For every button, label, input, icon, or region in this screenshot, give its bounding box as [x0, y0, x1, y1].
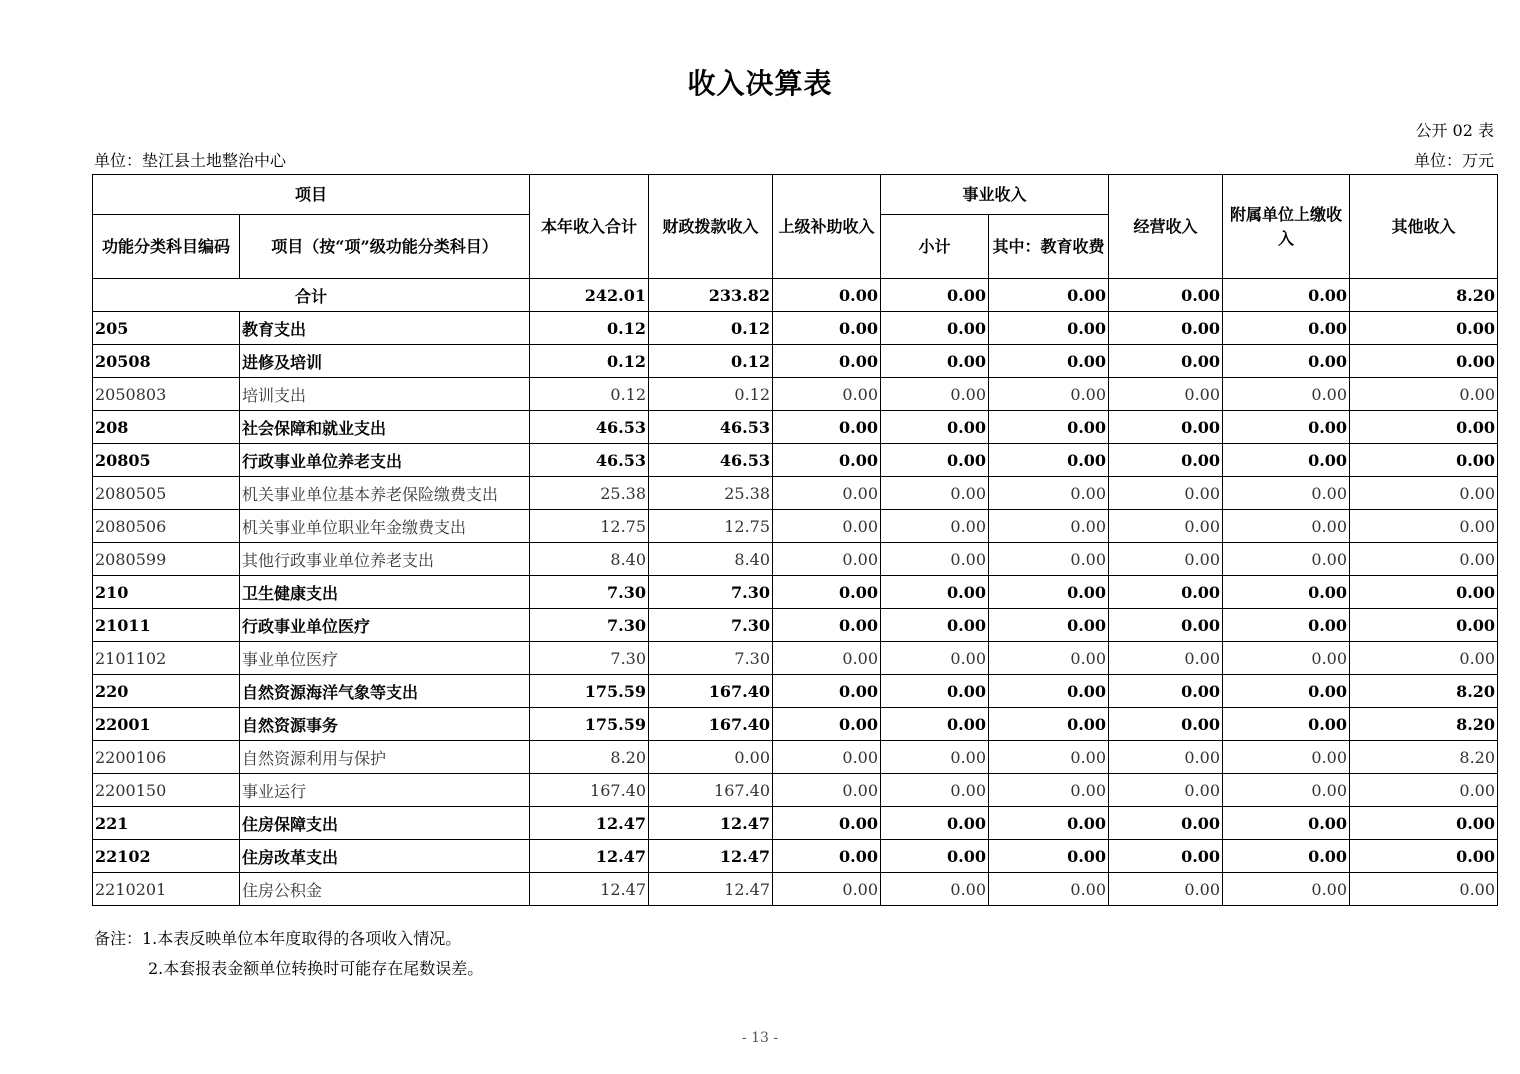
row-value: 0.00: [773, 741, 881, 774]
total-cell: 0.00: [1109, 279, 1223, 312]
row-code: 2200150: [93, 774, 240, 807]
row-value: 0.00: [1350, 840, 1498, 873]
table-row: [93, 873, 1498, 906]
row-value: 0.12: [530, 312, 649, 345]
row-value: 0.00: [989, 873, 1109, 906]
header-fiscal: 财政拨款收入: [649, 175, 773, 279]
total-cell: 0.00: [989, 279, 1109, 312]
row-value: 0.00: [773, 411, 881, 444]
row-name: 自然资源海洋气象等支出: [240, 675, 530, 708]
currency-unit: 单位：万元: [1413, 151, 1494, 170]
row-value: 12.47: [649, 873, 773, 906]
table-row: [93, 345, 1498, 378]
row-value: 12.47: [530, 873, 649, 906]
row-value: 0.00: [773, 807, 881, 840]
row-value: 167.40: [649, 774, 773, 807]
row-value: 0.00: [1223, 675, 1350, 708]
row-value: 0.00: [1350, 378, 1498, 411]
row-code: 22102: [93, 840, 240, 873]
note-1: 备注：1.本表反映单位本年度取得的各项收入情况。: [94, 929, 462, 948]
row-value: 0.00: [649, 741, 773, 774]
row-value: 0.00: [773, 708, 881, 741]
row-value: 0.00: [1223, 840, 1350, 873]
row-value: 0.00: [1223, 411, 1350, 444]
row-value: 0.00: [1223, 576, 1350, 609]
row-value: 0.00: [1223, 543, 1350, 576]
row-code: 2200106: [93, 741, 240, 774]
row-value: 12.75: [649, 510, 773, 543]
row-value: 7.30: [649, 609, 773, 642]
row-value: 0.00: [1223, 510, 1350, 543]
row-value: 0.00: [773, 510, 881, 543]
table-row: [93, 543, 1498, 576]
row-name: 机关事业单位基本养老保险缴费支出: [240, 477, 530, 510]
page-number: - 13 -: [741, 1030, 779, 1046]
row-value: 46.53: [649, 444, 773, 477]
row-value: 0.00: [773, 873, 881, 906]
row-value: 0.00: [773, 378, 881, 411]
row-value: 0.12: [649, 378, 773, 411]
row-value: 0.00: [1350, 807, 1498, 840]
row-value: 0.00: [773, 444, 881, 477]
table-row: [93, 609, 1498, 642]
row-name: 卫生健康支出: [240, 576, 530, 609]
row-value: 0.00: [989, 312, 1109, 345]
row-value: 0.00: [989, 510, 1109, 543]
row-name: 自然资源利用与保护: [240, 741, 530, 774]
row-value: 46.53: [530, 411, 649, 444]
row-code: 205: [93, 312, 240, 345]
row-value: 46.53: [649, 411, 773, 444]
total-label: 合计: [93, 279, 530, 312]
row-code: 2080505: [93, 477, 240, 510]
row-value: 0.00: [881, 345, 989, 378]
row-code: 2050803: [93, 378, 240, 411]
row-value: 7.30: [649, 576, 773, 609]
row-value: 167.40: [649, 675, 773, 708]
reporting-unit: 单位：垫江县土地整治中心: [94, 151, 287, 170]
row-value: 0.12: [530, 345, 649, 378]
row-value: 0.00: [773, 312, 881, 345]
row-value: 0.00: [1223, 807, 1350, 840]
row-value: 8.40: [530, 543, 649, 576]
table-row: [93, 642, 1498, 675]
row-value: 0.12: [649, 345, 773, 378]
row-value: 0.00: [1109, 741, 1223, 774]
row-value: 0.00: [881, 774, 989, 807]
note-2: 2.本套报表金额单位转换时可能存在尾数误差。: [148, 959, 484, 978]
table-row: [93, 312, 1498, 345]
row-name: 其他行政事业单位养老支出: [240, 543, 530, 576]
row-value: 0.00: [1223, 378, 1350, 411]
row-value: 25.38: [649, 477, 773, 510]
row-value: 0.00: [1109, 411, 1223, 444]
total-cell: 233.82: [649, 279, 773, 312]
page-title: 收入决算表: [687, 67, 833, 100]
row-value: 0.00: [1109, 774, 1223, 807]
row-code: 2210201: [93, 873, 240, 906]
row-value: 12.47: [530, 840, 649, 873]
row-name: 事业单位医疗: [240, 642, 530, 675]
row-value: 0.00: [1350, 510, 1498, 543]
row-name: 机关事业单位职业年金缴费支出: [240, 510, 530, 543]
row-value: 0.00: [773, 345, 881, 378]
row-value: 0.00: [989, 576, 1109, 609]
row-name: 行政事业单位医疗: [240, 609, 530, 642]
row-value: 0.00: [881, 510, 989, 543]
row-code: 22001: [93, 708, 240, 741]
row-value: 8.20: [530, 741, 649, 774]
notes: [94, 924, 483, 984]
header-name: 项目（按“项”级功能分类科目）: [240, 215, 530, 279]
row-value: 0.00: [1223, 609, 1350, 642]
row-value: 0.00: [1109, 576, 1223, 609]
row-value: 167.40: [530, 774, 649, 807]
header-other: 其他收入: [1350, 175, 1498, 279]
row-value: 0.00: [773, 675, 881, 708]
row-value: 0.00: [1223, 873, 1350, 906]
header-code: 功能分类科目编码: [93, 215, 240, 279]
row-value: 0.00: [1109, 840, 1223, 873]
row-value: 0.00: [773, 576, 881, 609]
row-value: 0.00: [1350, 774, 1498, 807]
row-value: 0.00: [1109, 609, 1223, 642]
row-value: 0.00: [881, 609, 989, 642]
row-name: 自然资源事务: [240, 708, 530, 741]
row-value: 0.00: [881, 477, 989, 510]
table-row: [93, 510, 1498, 543]
row-value: 167.40: [649, 708, 773, 741]
table-row: [93, 411, 1498, 444]
row-value: 0.00: [1223, 774, 1350, 807]
row-value: 0.00: [989, 807, 1109, 840]
table-row: [93, 444, 1498, 477]
total-cell: 242.01: [530, 279, 649, 312]
row-value: 0.00: [773, 543, 881, 576]
row-value: 0.12: [530, 378, 649, 411]
row-value: 8.20: [1350, 675, 1498, 708]
row-value: 0.00: [1350, 312, 1498, 345]
row-name: 住房改革支出: [240, 840, 530, 873]
header-education: 其中：教育收费: [989, 215, 1109, 279]
header-career: 事业收入: [881, 175, 1109, 215]
row-value: 0.00: [1109, 873, 1223, 906]
total-row: [93, 279, 1498, 312]
row-value: 0.00: [881, 411, 989, 444]
row-value: 0.00: [881, 444, 989, 477]
row-value: 0.00: [773, 477, 881, 510]
total-cell: 8.20: [1350, 279, 1498, 312]
row-value: 0.00: [989, 411, 1109, 444]
row-value: 0.00: [1109, 378, 1223, 411]
row-value: 0.00: [1223, 708, 1350, 741]
row-value: 8.20: [1350, 708, 1498, 741]
total-cell: 0.00: [773, 279, 881, 312]
row-value: 0.00: [881, 576, 989, 609]
table-row: [93, 708, 1498, 741]
row-value: 0.00: [1350, 444, 1498, 477]
row-value: 0.00: [989, 477, 1109, 510]
header-superior: 上级补助收入: [773, 175, 881, 279]
row-value: 0.00: [1109, 477, 1223, 510]
row-value: 0.00: [881, 741, 989, 774]
row-value: 46.53: [530, 444, 649, 477]
row-value: 0.00: [881, 543, 989, 576]
row-value: 7.30: [649, 642, 773, 675]
row-value: 175.59: [530, 675, 649, 708]
row-value: 0.00: [881, 873, 989, 906]
income-table: [92, 174, 1498, 906]
header-operating: 经营收入: [1109, 175, 1223, 279]
row-value: 0.00: [773, 774, 881, 807]
row-value: 0.00: [989, 840, 1109, 873]
row-value: 0.00: [1223, 477, 1350, 510]
row-value: 0.00: [881, 807, 989, 840]
header-total: 本年收入合计: [530, 175, 649, 279]
row-value: 0.00: [773, 642, 881, 675]
row-value: 0.00: [1109, 543, 1223, 576]
row-code: 221: [93, 807, 240, 840]
table-row: [93, 840, 1498, 873]
row-value: 12.47: [649, 840, 773, 873]
header-affiliated: 附属单位上缴收入: [1223, 175, 1350, 279]
row-value: 0.00: [881, 675, 989, 708]
row-value: 0.00: [989, 774, 1109, 807]
row-value: 0.00: [1350, 642, 1498, 675]
row-value: 0.00: [989, 378, 1109, 411]
row-value: 0.00: [881, 840, 989, 873]
row-value: 0.00: [1223, 312, 1350, 345]
row-value: 0.00: [1350, 543, 1498, 576]
row-value: 12.47: [649, 807, 773, 840]
row-value: 0.00: [1109, 708, 1223, 741]
row-value: 175.59: [530, 708, 649, 741]
table-row: [93, 741, 1498, 774]
row-code: 2080506: [93, 510, 240, 543]
row-value: 0.00: [1223, 741, 1350, 774]
row-name: 教育支出: [240, 312, 530, 345]
row-name: 培训支出: [240, 378, 530, 411]
row-value: 0.00: [1109, 345, 1223, 378]
row-value: 0.00: [1350, 411, 1498, 444]
row-name: 行政事业单位养老支出: [240, 444, 530, 477]
row-value: 25.38: [530, 477, 649, 510]
row-value: 0.00: [1109, 312, 1223, 345]
row-value: 0.00: [881, 642, 989, 675]
row-value: 0.00: [989, 642, 1109, 675]
table-row: [93, 378, 1498, 411]
row-value: 0.00: [1109, 675, 1223, 708]
row-code: 210: [93, 576, 240, 609]
table-row: [93, 675, 1498, 708]
total-cell: 0.00: [881, 279, 989, 312]
row-value: 0.00: [1350, 873, 1498, 906]
row-name: 社会保障和就业支出: [240, 411, 530, 444]
row-value: 0.00: [989, 675, 1109, 708]
row-value: 12.75: [530, 510, 649, 543]
row-value: 0.00: [1109, 642, 1223, 675]
row-value: 0.00: [989, 741, 1109, 774]
row-name: 住房公积金: [240, 873, 530, 906]
row-code: 220: [93, 675, 240, 708]
row-code: 20805: [93, 444, 240, 477]
row-code: 20508: [93, 345, 240, 378]
row-code: 21011: [93, 609, 240, 642]
row-value: 0.00: [1109, 444, 1223, 477]
row-value: 0.12: [649, 312, 773, 345]
row-code: 208: [93, 411, 240, 444]
row-value: 0.00: [1223, 345, 1350, 378]
row-value: 0.00: [773, 609, 881, 642]
row-name: 住房保障支出: [240, 807, 530, 840]
row-value: 0.00: [881, 378, 989, 411]
row-value: 0.00: [1109, 510, 1223, 543]
row-value: 0.00: [773, 840, 881, 873]
form-number: 公开 02 表: [1415, 121, 1494, 140]
row-value: 0.00: [1109, 807, 1223, 840]
row-value: 0.00: [1223, 642, 1350, 675]
row-value: 0.00: [881, 708, 989, 741]
row-value: 12.47: [530, 807, 649, 840]
row-value: 0.00: [989, 609, 1109, 642]
row-name: 事业运行: [240, 774, 530, 807]
row-value: 7.30: [530, 576, 649, 609]
row-value: 7.30: [530, 642, 649, 675]
row-value: 0.00: [989, 543, 1109, 576]
table-row: [93, 477, 1498, 510]
table-row: [93, 576, 1498, 609]
row-value: 0.00: [1350, 477, 1498, 510]
header-subtotal: 小计: [881, 215, 989, 279]
header-project: 项目: [93, 175, 530, 215]
row-value: 0.00: [1350, 345, 1498, 378]
total-cell: 0.00: [1223, 279, 1350, 312]
row-value: 0.00: [989, 444, 1109, 477]
row-value: 0.00: [989, 345, 1109, 378]
row-value: 8.40: [649, 543, 773, 576]
row-value: 0.00: [1350, 576, 1498, 609]
row-value: 0.00: [1350, 609, 1498, 642]
row-value: 7.30: [530, 609, 649, 642]
row-value: 0.00: [989, 708, 1109, 741]
row-value: 0.00: [1223, 444, 1350, 477]
row-code: 2101102: [93, 642, 240, 675]
row-name: 进修及培训: [240, 345, 530, 378]
row-code: 2080599: [93, 543, 240, 576]
table-row: [93, 807, 1498, 840]
row-value: 0.00: [881, 312, 989, 345]
table-row: [93, 774, 1498, 807]
row-value: 8.20: [1350, 741, 1498, 774]
